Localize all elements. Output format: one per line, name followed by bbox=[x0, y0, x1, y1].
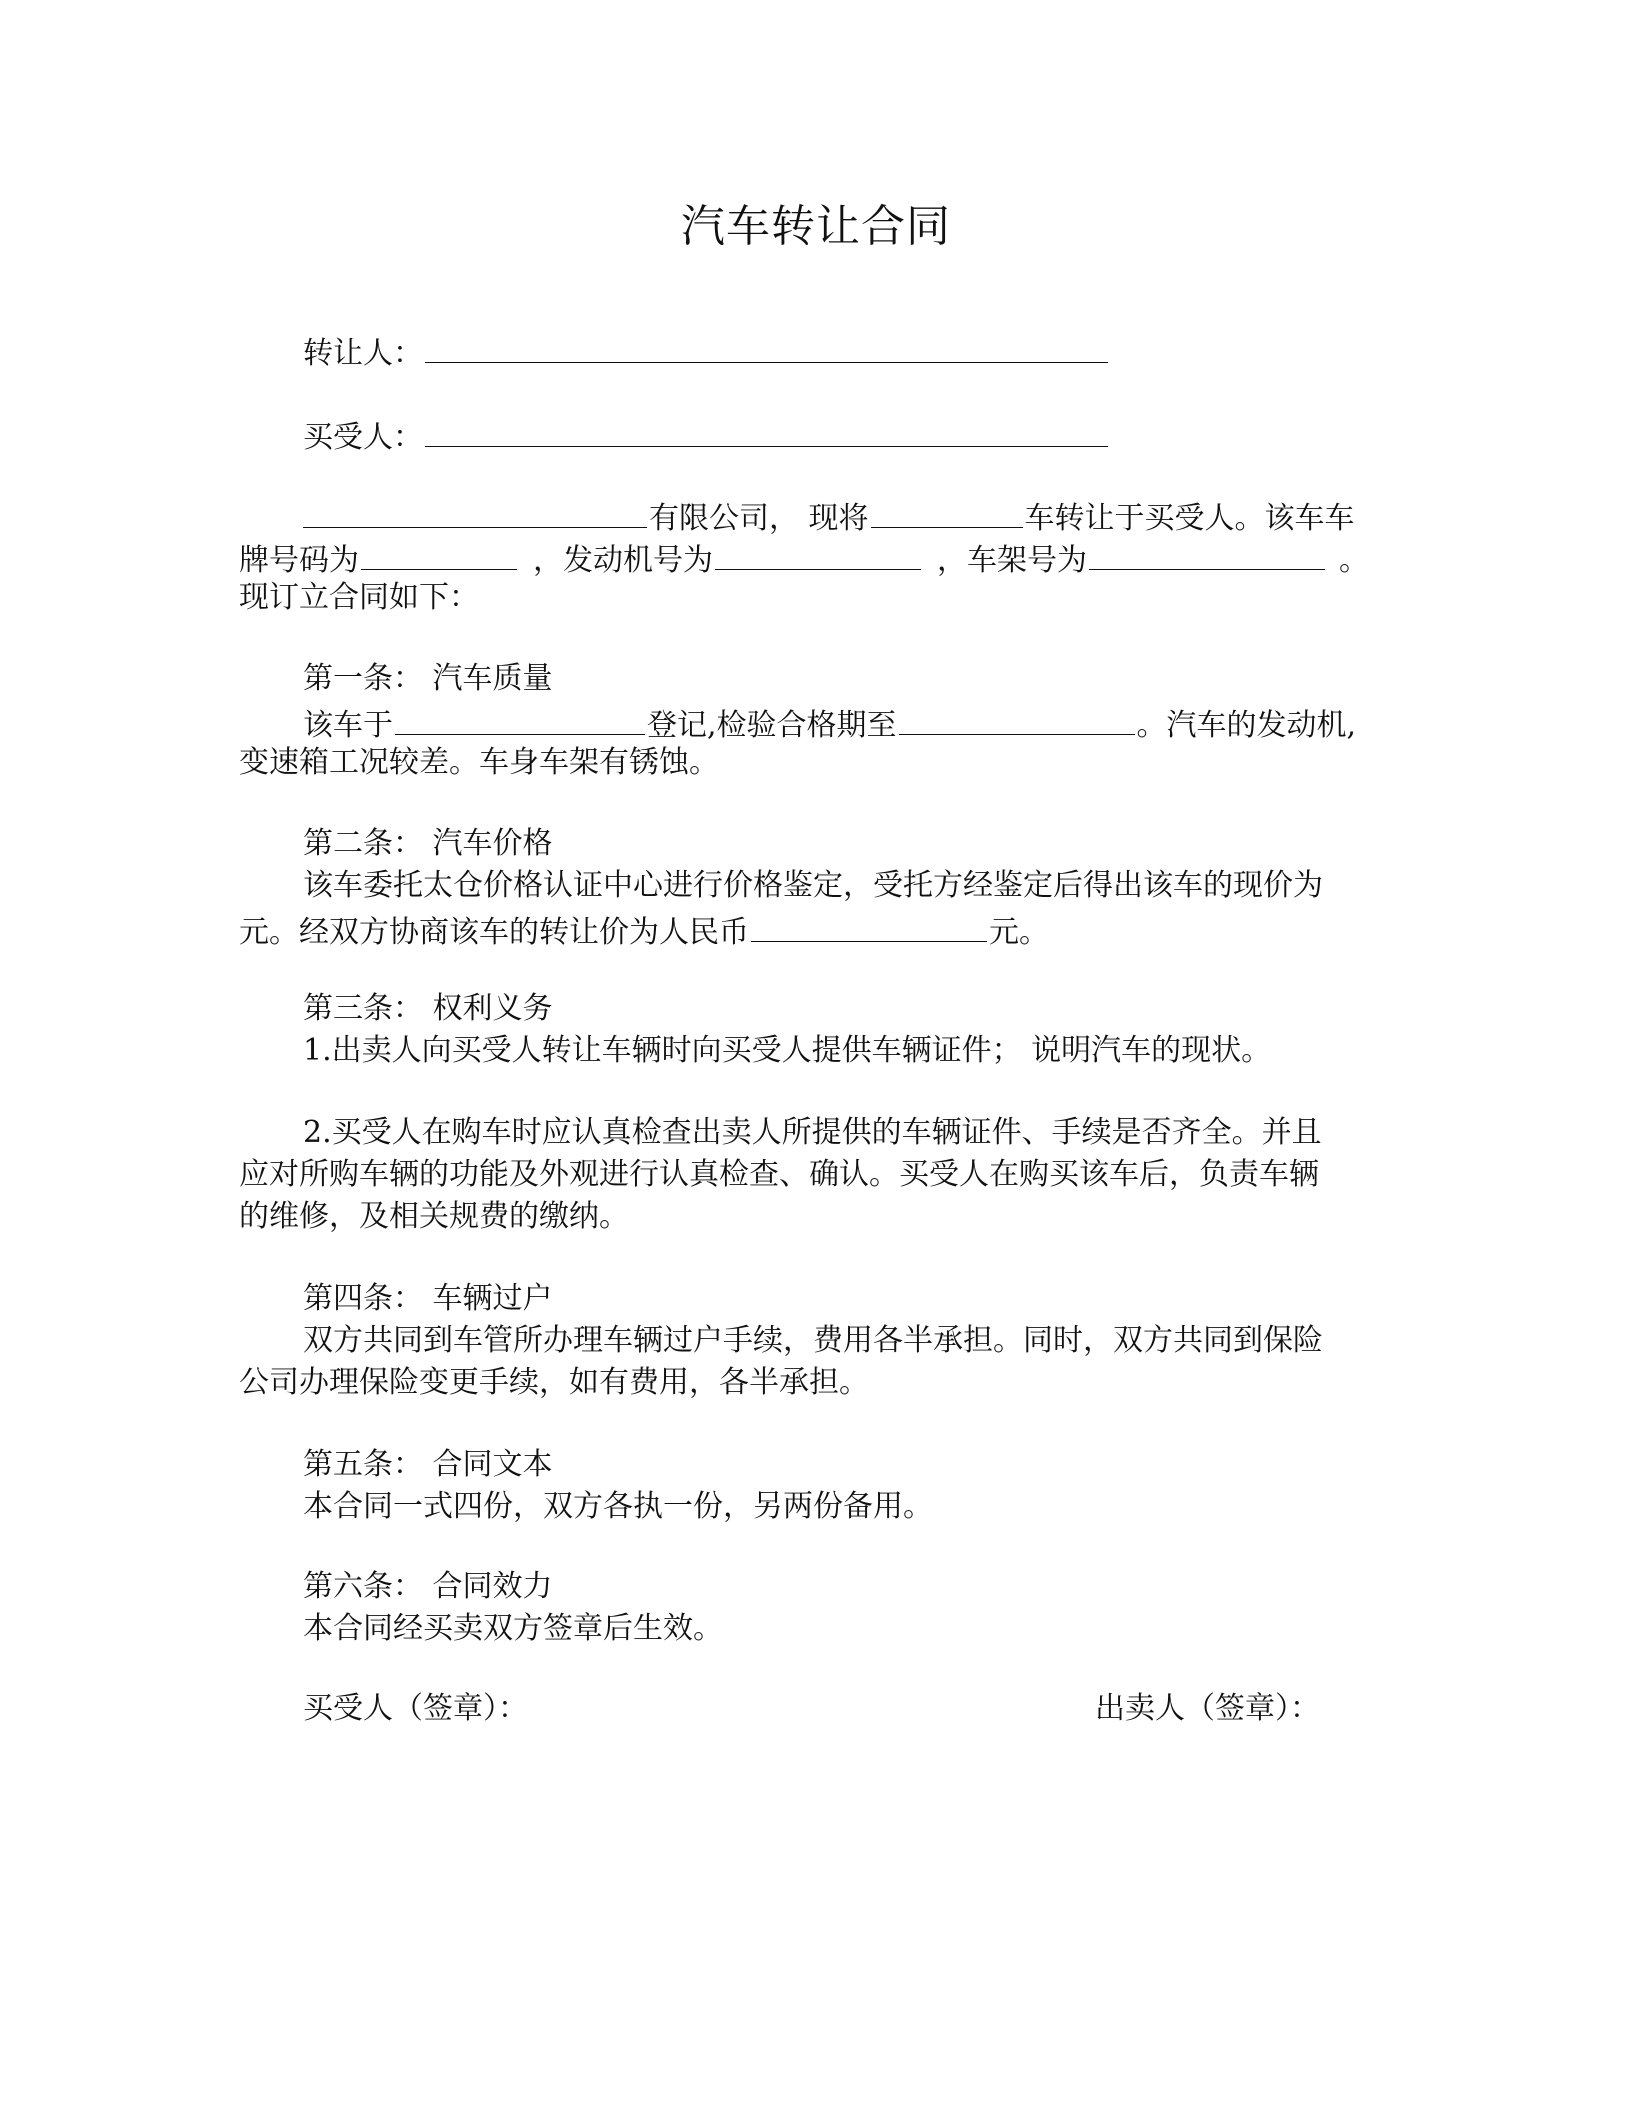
art1-text-c: 。汽车的发动机, bbox=[1136, 708, 1357, 743]
intro-line-2 bbox=[239, 535, 1369, 582]
company-blank bbox=[303, 493, 647, 528]
intro-line-3: 现订立合同如下： bbox=[239, 580, 479, 615]
intro-company-text: 有限公司， 现将 bbox=[649, 501, 869, 536]
article-5-heading: 第五条： 合同文本 bbox=[303, 1447, 553, 1482]
car-model-blank bbox=[871, 493, 1023, 528]
article-1-line-2: 变速箱工况较差。车身车架有锈蚀。 bbox=[239, 745, 719, 780]
transferee-line bbox=[303, 412, 1110, 459]
intro-line-1 bbox=[303, 493, 1355, 540]
plate-blank bbox=[361, 535, 517, 570]
article-3-item-2-line-2: 应对所购车辆的功能及外观进行认真检查、确认。买受人在购买该车后，负责车辆 bbox=[239, 1157, 1319, 1192]
article-6-heading: 第六条： 合同效力 bbox=[303, 1569, 553, 1604]
article-4-heading: 第四条： 车辆过户 bbox=[303, 1281, 553, 1316]
transferor-line bbox=[303, 328, 1110, 375]
art1-text-a: 该车于 bbox=[303, 708, 393, 743]
article-2-line-1: 该车委托太仓价格认证中心进行价格鉴定，受托方经鉴定后得出该车的现价为 bbox=[303, 868, 1323, 903]
frame-label: ，车架号为 bbox=[937, 543, 1087, 578]
art2-text-b: 元。 bbox=[989, 915, 1049, 950]
seller-signature-label: 出卖人（签章）： bbox=[1095, 1691, 1320, 1726]
article-6-line-1: 本合同经买卖双方签章后生效。 bbox=[303, 1611, 723, 1646]
article-3-item-1: 1.出卖人向买受人转让车辆时向买受人提供车辆证件； 说明汽车的现状。 bbox=[303, 1033, 1272, 1068]
intro-period: 。 bbox=[1339, 543, 1369, 578]
frame-blank bbox=[1089, 535, 1325, 570]
article-5-line-1: 本合同一式四份，双方各执一份，另两份备用。 bbox=[303, 1489, 933, 1524]
article-2-heading: 第二条： 汽车价格 bbox=[303, 826, 553, 861]
inspection-expiry-blank bbox=[899, 700, 1135, 735]
art2-text-a: 元。经双方协商该车的转让价为人民币 bbox=[239, 915, 749, 950]
document-title: 汽车转让合同 bbox=[681, 201, 951, 252]
article-2-line-2 bbox=[239, 907, 1049, 954]
article-3-heading: 第三条： 权利义务 bbox=[303, 991, 553, 1026]
article-1-heading: 第一条： 汽车质量 bbox=[303, 661, 553, 696]
engine-blank bbox=[715, 535, 921, 570]
article-1-line-1 bbox=[303, 700, 1356, 747]
article-4-line-1: 双方共同到车管所办理车辆过户手续，费用各半承担。同时，双方共同到保险 bbox=[303, 1323, 1323, 1358]
article-4-line-2: 公司办理保险变更手续，如有费用，各半承担。 bbox=[239, 1365, 869, 1400]
transferee-label: 买受人： bbox=[303, 420, 423, 455]
engine-label: ，发动机号为 bbox=[533, 543, 713, 578]
buyer-signature-label: 买受人（签章）： bbox=[303, 1691, 528, 1726]
art1-text-b: 登记,检验合格期至 bbox=[647, 708, 897, 743]
registration-date-blank bbox=[395, 700, 645, 735]
plate-label: 牌号码为 bbox=[239, 543, 359, 578]
intro-transfer-text: 车转让于买受人。该车车 bbox=[1024, 501, 1355, 536]
transferor-label: 转让人： bbox=[303, 336, 423, 371]
transferor-blank bbox=[425, 328, 1108, 363]
price-blank bbox=[751, 907, 987, 942]
article-3-item-2-line-3: 的维修，及相关规费的缴纳。 bbox=[239, 1199, 629, 1234]
article-3-item-2-line-1: 2.买受人在购车时应认真检查出卖人所提供的车辆证件、手续是否齐全。并且 bbox=[303, 1115, 1322, 1150]
transferee-blank bbox=[425, 412, 1108, 447]
